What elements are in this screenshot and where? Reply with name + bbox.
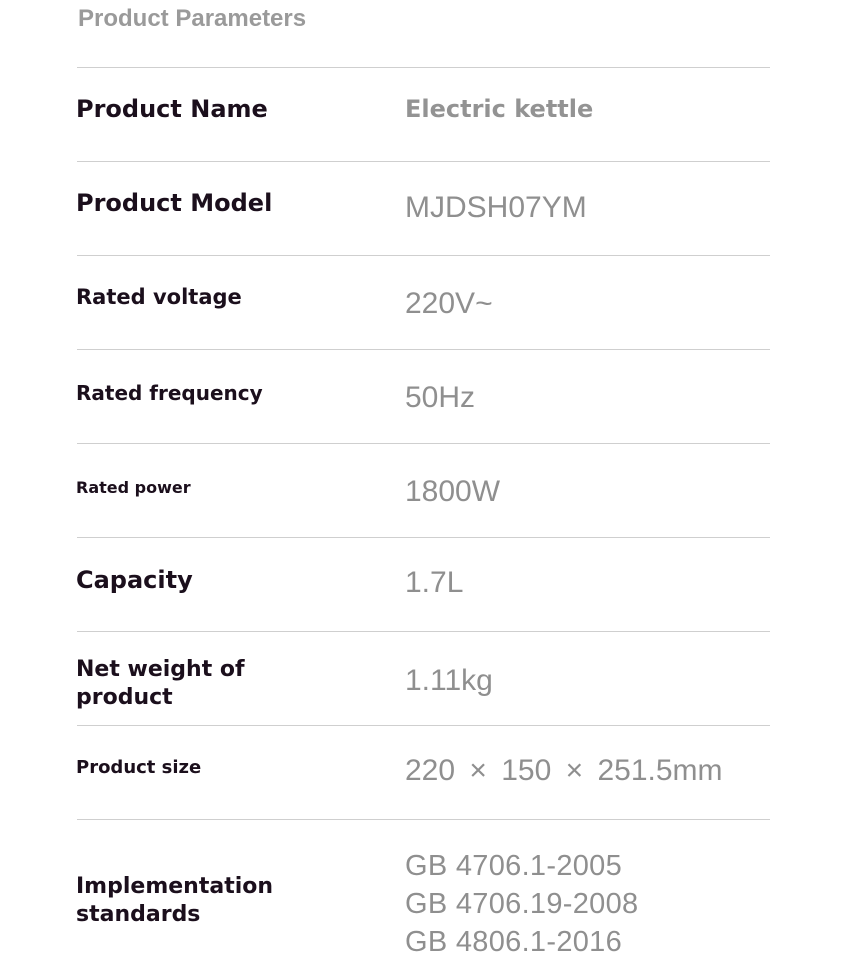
divider bbox=[77, 349, 770, 350]
label-product-model: Product Model bbox=[76, 189, 273, 217]
label-rated-power: Rated power bbox=[76, 478, 191, 497]
divider bbox=[77, 631, 770, 632]
label-net-weight bbox=[76, 656, 245, 712]
divider bbox=[77, 725, 770, 726]
standard-line: GB 4706.19-2008 bbox=[405, 888, 639, 920]
value-net-weight: 1.11kg bbox=[405, 664, 493, 697]
divider bbox=[77, 443, 770, 444]
label-product-name: Product Name bbox=[76, 95, 268, 123]
label-rated-voltage: Rated voltage bbox=[76, 285, 242, 309]
divider bbox=[77, 255, 770, 256]
value-product-name: Electric kettle bbox=[405, 95, 594, 123]
value-rated-power: 1800W bbox=[405, 475, 501, 508]
value-rated-voltage: 220V~ bbox=[405, 287, 493, 320]
standard-line: GB 4806.1-2016 bbox=[405, 926, 623, 958]
label-line: product bbox=[76, 685, 173, 710]
value-product-size: 220 × 150 × 251.5mm bbox=[405, 754, 723, 787]
label-line: Net weight of bbox=[76, 657, 245, 682]
label-capacity: Capacity bbox=[76, 566, 193, 594]
value-product-model: MJDSH07YM bbox=[405, 191, 587, 224]
label-line: Implementation bbox=[76, 874, 274, 899]
value-implementation-standards bbox=[405, 847, 638, 961]
standard-line: GB 4706.1-2005 bbox=[405, 850, 623, 882]
value-capacity: 1.7L bbox=[405, 566, 464, 599]
divider bbox=[77, 537, 770, 538]
divider bbox=[77, 67, 770, 68]
label-implementation-standards bbox=[76, 873, 273, 929]
page-title: Product Parameters bbox=[78, 5, 307, 32]
divider bbox=[77, 819, 770, 820]
value-rated-frequency: 50Hz bbox=[405, 381, 476, 414]
divider bbox=[77, 161, 770, 162]
label-rated-frequency: Rated frequency bbox=[76, 381, 263, 405]
label-line: standards bbox=[76, 902, 201, 927]
label-product-size: Product size bbox=[76, 757, 202, 778]
